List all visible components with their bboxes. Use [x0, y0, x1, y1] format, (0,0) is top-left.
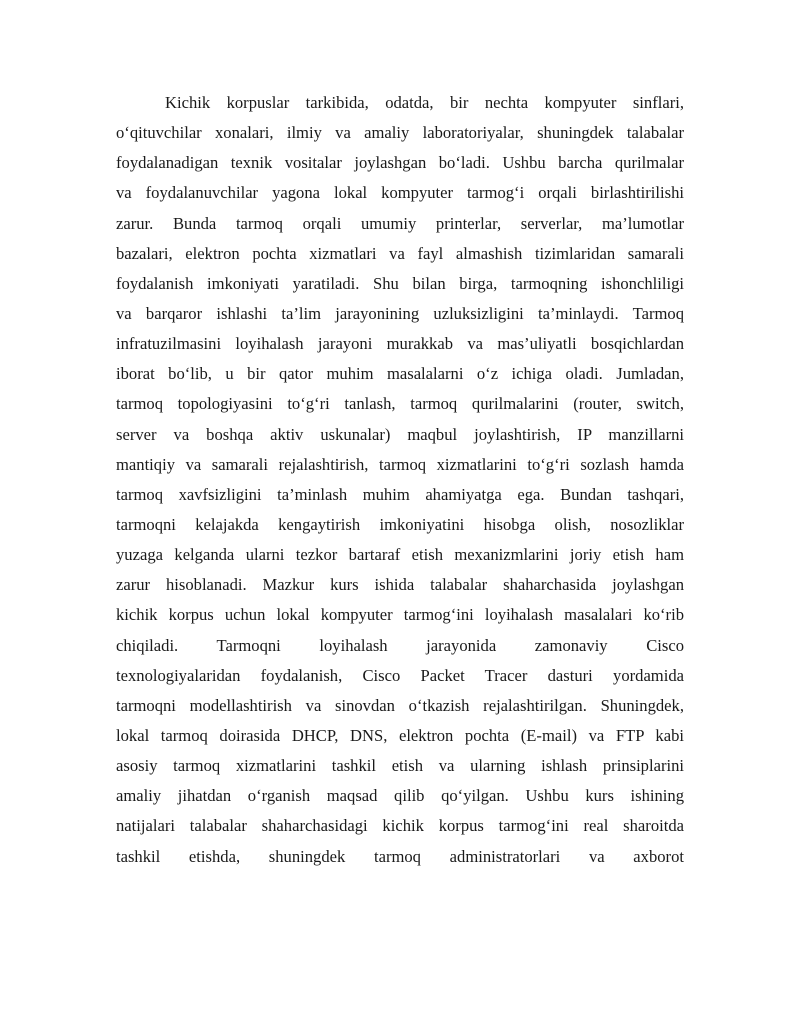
- paragraph-line: foydalanish imkoniyati yaratiladi. Shu bilan birga, tarmoqning ishonchliligi: [116, 273, 684, 293]
- paragraph-line: bazalari, elektron pochta xizmatlari va fayl almashish tizimlaridan samarali: [116, 243, 684, 263]
- paragraph-line: infratuzilmasini loyihalash jarayoni murakkab va mas’uliyatli bosqichlardan: [116, 334, 684, 354]
- paragraph-line: va barqaror ishlashi ta’lim jarayonining uzluksizligini ta’minlaydi. Tarmoq: [116, 303, 684, 323]
- paragraph-line: texnologiyalaridan foydalanish, Cisco Packet Tracer dasturi yordamida: [116, 665, 684, 685]
- paragraph-line: o‘qituvchilar xonalari, ilmiy va amaliy laboratoriyalar, shuningdek talabalar: [116, 123, 684, 143]
- paragraph-line: lokal tarmoq doirasida DHCP, DNS, elektron pochta (E-mail) va FTP kabi: [116, 725, 684, 745]
- paragraph-line: Kichik korpuslar tarkibida, odatda, bir nechta kompyuter sinflari,: [165, 93, 684, 112]
- paragraph-line: chiqiladi. Tarmoqni loyihalash jarayonida zamonaviy Cisco: [116, 635, 684, 655]
- paragraph-line: va foydalanuvchilar yagona lokal kompyuter tarmog‘i orqali birlashtirilishi: [116, 183, 684, 203]
- paragraph-line: mantiqiy va samarali rejalashtirish, tarmoq xizmatlarini to‘g‘ri sozlash hamda: [116, 454, 684, 474]
- paragraph-line: tarmoqni modellashtirish va sinovdan o‘tkazish rejalashtirilgan. Shuningdek,: [116, 695, 684, 715]
- paragraph-line: foydalanadigan texnik vositalar joylashgan bo‘ladi. Ushbu barcha qurilmalar: [116, 153, 684, 173]
- paragraph-line: tarmoq topologiyasini to‘g‘ri tanlash, tarmoq qurilmalarini (router, switch,: [116, 394, 684, 414]
- paragraph-line: asosiy tarmoq xizmatlarini tashkil etish va ularning ishlash prinsiplarini: [116, 756, 684, 776]
- body-paragraph: [116, 88, 684, 872]
- paragraph-line: zarur. Bunda tarmoq orqali umumiy printerlar, serverlar, ma’lumotlar: [116, 213, 684, 233]
- paragraph-line: zarur hisoblanadi. Mazkur kurs ishida talabalar shaharchasida joylashgan: [116, 575, 684, 595]
- paragraph-line: iborat bo‘lib, u bir qator muhim masalalarni o‘z ichiga oladi. Jumladan,: [116, 364, 684, 384]
- paragraph-line: natijalari talabalar shaharchasidagi kichik korpus tarmog‘ini real sharoitda: [116, 816, 684, 836]
- paragraph-line: tarmoq xavfsizligini ta’minlash muhim ahamiyatga ega. Bundan tashqari,: [116, 484, 684, 504]
- paragraph-line: server va boshqa aktiv uskunalar) maqbul joylashtirish, IP manzillarni: [116, 424, 684, 444]
- paragraph-line: tashkil etishda, shuningdek tarmoq administratorlari va axborot: [116, 846, 684, 866]
- paragraph-line: amaliy jihatdan o‘rganish maqsad qilib qo‘yilgan. Ushbu kurs ishining: [116, 786, 684, 806]
- paragraph-line: kichik korpus uchun lokal kompyuter tarmog‘ini loyihalash masalalari ko‘rib: [116, 605, 684, 625]
- paragraph-line: tarmoqni kelajakda kengaytirish imkoniyatini hisobga olish, nosozliklar: [116, 514, 684, 534]
- paragraph-line: yuzaga kelganda ularni tezkor bartaraf etish mexanizmlarini joriy etish ham: [116, 545, 684, 565]
